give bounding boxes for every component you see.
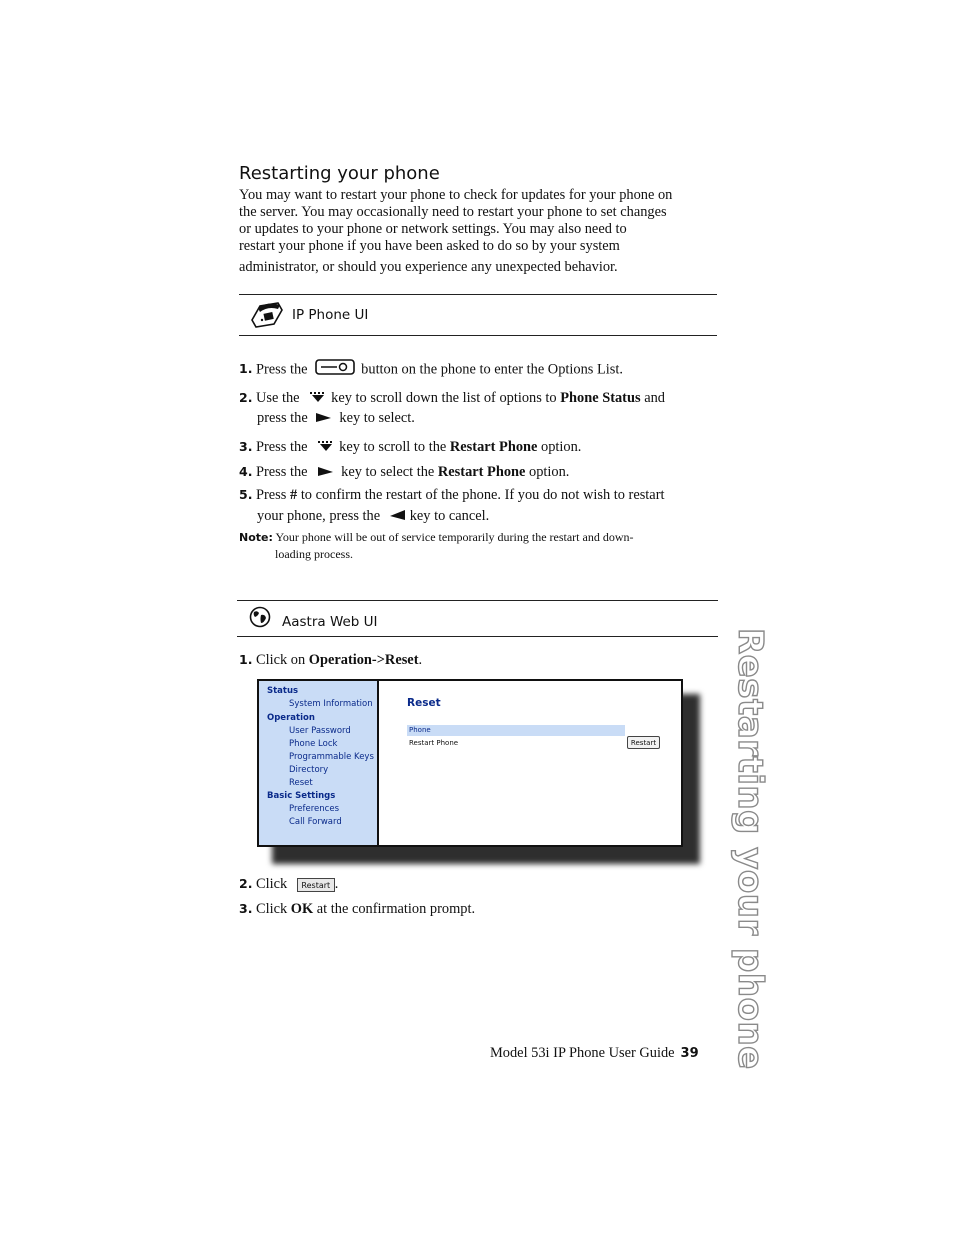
- web-ui-title: Reset: [407, 697, 441, 709]
- note-text: loading process.: [275, 547, 353, 561]
- web-step-2: 2. Click Restart .: [239, 876, 339, 892]
- options-key-icon: [315, 358, 355, 382]
- web-ui-menu-item[interactable]: System Information: [289, 699, 373, 709]
- web-ui-section-header: Phone: [407, 725, 625, 736]
- ip-step-3: 3. Press the key to scroll to the Restart Phone option.: [239, 437, 581, 458]
- globe-icon: [249, 606, 271, 633]
- scroll-down-key-icon: [317, 438, 335, 458]
- intro-line: restart your phone if you have been asked to do so by your system: [239, 238, 620, 254]
- restart-button-inline[interactable]: Restart: [297, 878, 335, 892]
- section-rule-bottom: [239, 335, 717, 336]
- web-step-1: 1. Click on Operation->Reset.: [239, 652, 423, 668]
- web-ui-menu-group: Status: [267, 686, 299, 696]
- web-ui-screenshot: [257, 679, 683, 847]
- ip-step-5-cont: your phone, press the key to cancel.: [257, 506, 489, 527]
- web-ui-menu-group: Basic Settings: [267, 791, 336, 801]
- ip-step-1: 1. Press the button on the phone to enter the Options List.: [239, 358, 623, 382]
- page-footer: [490, 1045, 699, 1062]
- web-ui-menu-item[interactable]: Reset: [289, 778, 313, 788]
- left-arrow-key-icon: [388, 507, 406, 527]
- section-rule-bottom: [237, 636, 718, 637]
- ip-phone-ui-label: IP Phone UI: [292, 307, 369, 323]
- intro-paragraph: [239, 187, 719, 276]
- intro-line: You may want to restart your phone to check for updates for your phone on: [239, 187, 673, 203]
- note: [239, 529, 709, 562]
- note-text: Your phone will be out of service temporarily during the restart and down-: [275, 530, 634, 544]
- web-ui-menu-item[interactable]: Directory: [289, 765, 329, 775]
- ip-step-4: 4. Press the key to select the Restart Phone option.: [239, 462, 569, 483]
- ip-step-5: 5. Press # to confirm the restart of the phone. If you do not wish to restart: [239, 487, 665, 503]
- side-tab-title: Restarting your phone: [730, 628, 770, 1070]
- web-ui-menu-group: Operation: [267, 713, 315, 723]
- web-ui-menu-item[interactable]: Phone Lock: [289, 739, 338, 749]
- section-rule-top: [237, 600, 718, 601]
- scroll-down-key-icon: [309, 389, 327, 409]
- note-label: Note:: [239, 531, 273, 544]
- intro-line: or updates to your phone or network settings. You may also need to: [239, 221, 627, 237]
- web-ui-menu-item[interactable]: Programmable Keys: [289, 752, 374, 762]
- web-ui-menu-item[interactable]: User Password: [289, 726, 351, 736]
- intro-line: the server. You may occasionally need to restart your phone to set changes: [239, 204, 667, 220]
- ip-step-2-cont: press the key to select.: [257, 408, 415, 429]
- web-ui-row-label: Restart Phone: [409, 739, 459, 747]
- footer-title: Model 53i IP Phone User Guide: [490, 1045, 675, 1061]
- intro-line: administrator, or should you experience any unexpected behavior.: [239, 259, 618, 275]
- page-number: 39: [680, 1046, 699, 1061]
- aastra-web-ui-label: Aastra Web UI: [282, 614, 378, 630]
- web-ui-menu-item[interactable]: Call Forward: [289, 817, 342, 827]
- section-rule-top: [239, 294, 717, 295]
- page-title: Restarting your phone: [239, 163, 440, 184]
- desk-phone-icon: [248, 300, 284, 333]
- ip-step-2: 2. Use the key to scroll down the list of options to Phone Status and: [239, 388, 665, 409]
- right-arrow-key-icon: [317, 463, 335, 483]
- web-step-3: 3. Click OK at the confirmation prompt.: [239, 901, 476, 917]
- web-ui-sidebar: [259, 681, 379, 845]
- restart-button[interactable]: Restart: [627, 736, 660, 749]
- web-ui-menu-item[interactable]: Preferences: [289, 804, 339, 814]
- right-arrow-key-icon: [315, 409, 333, 429]
